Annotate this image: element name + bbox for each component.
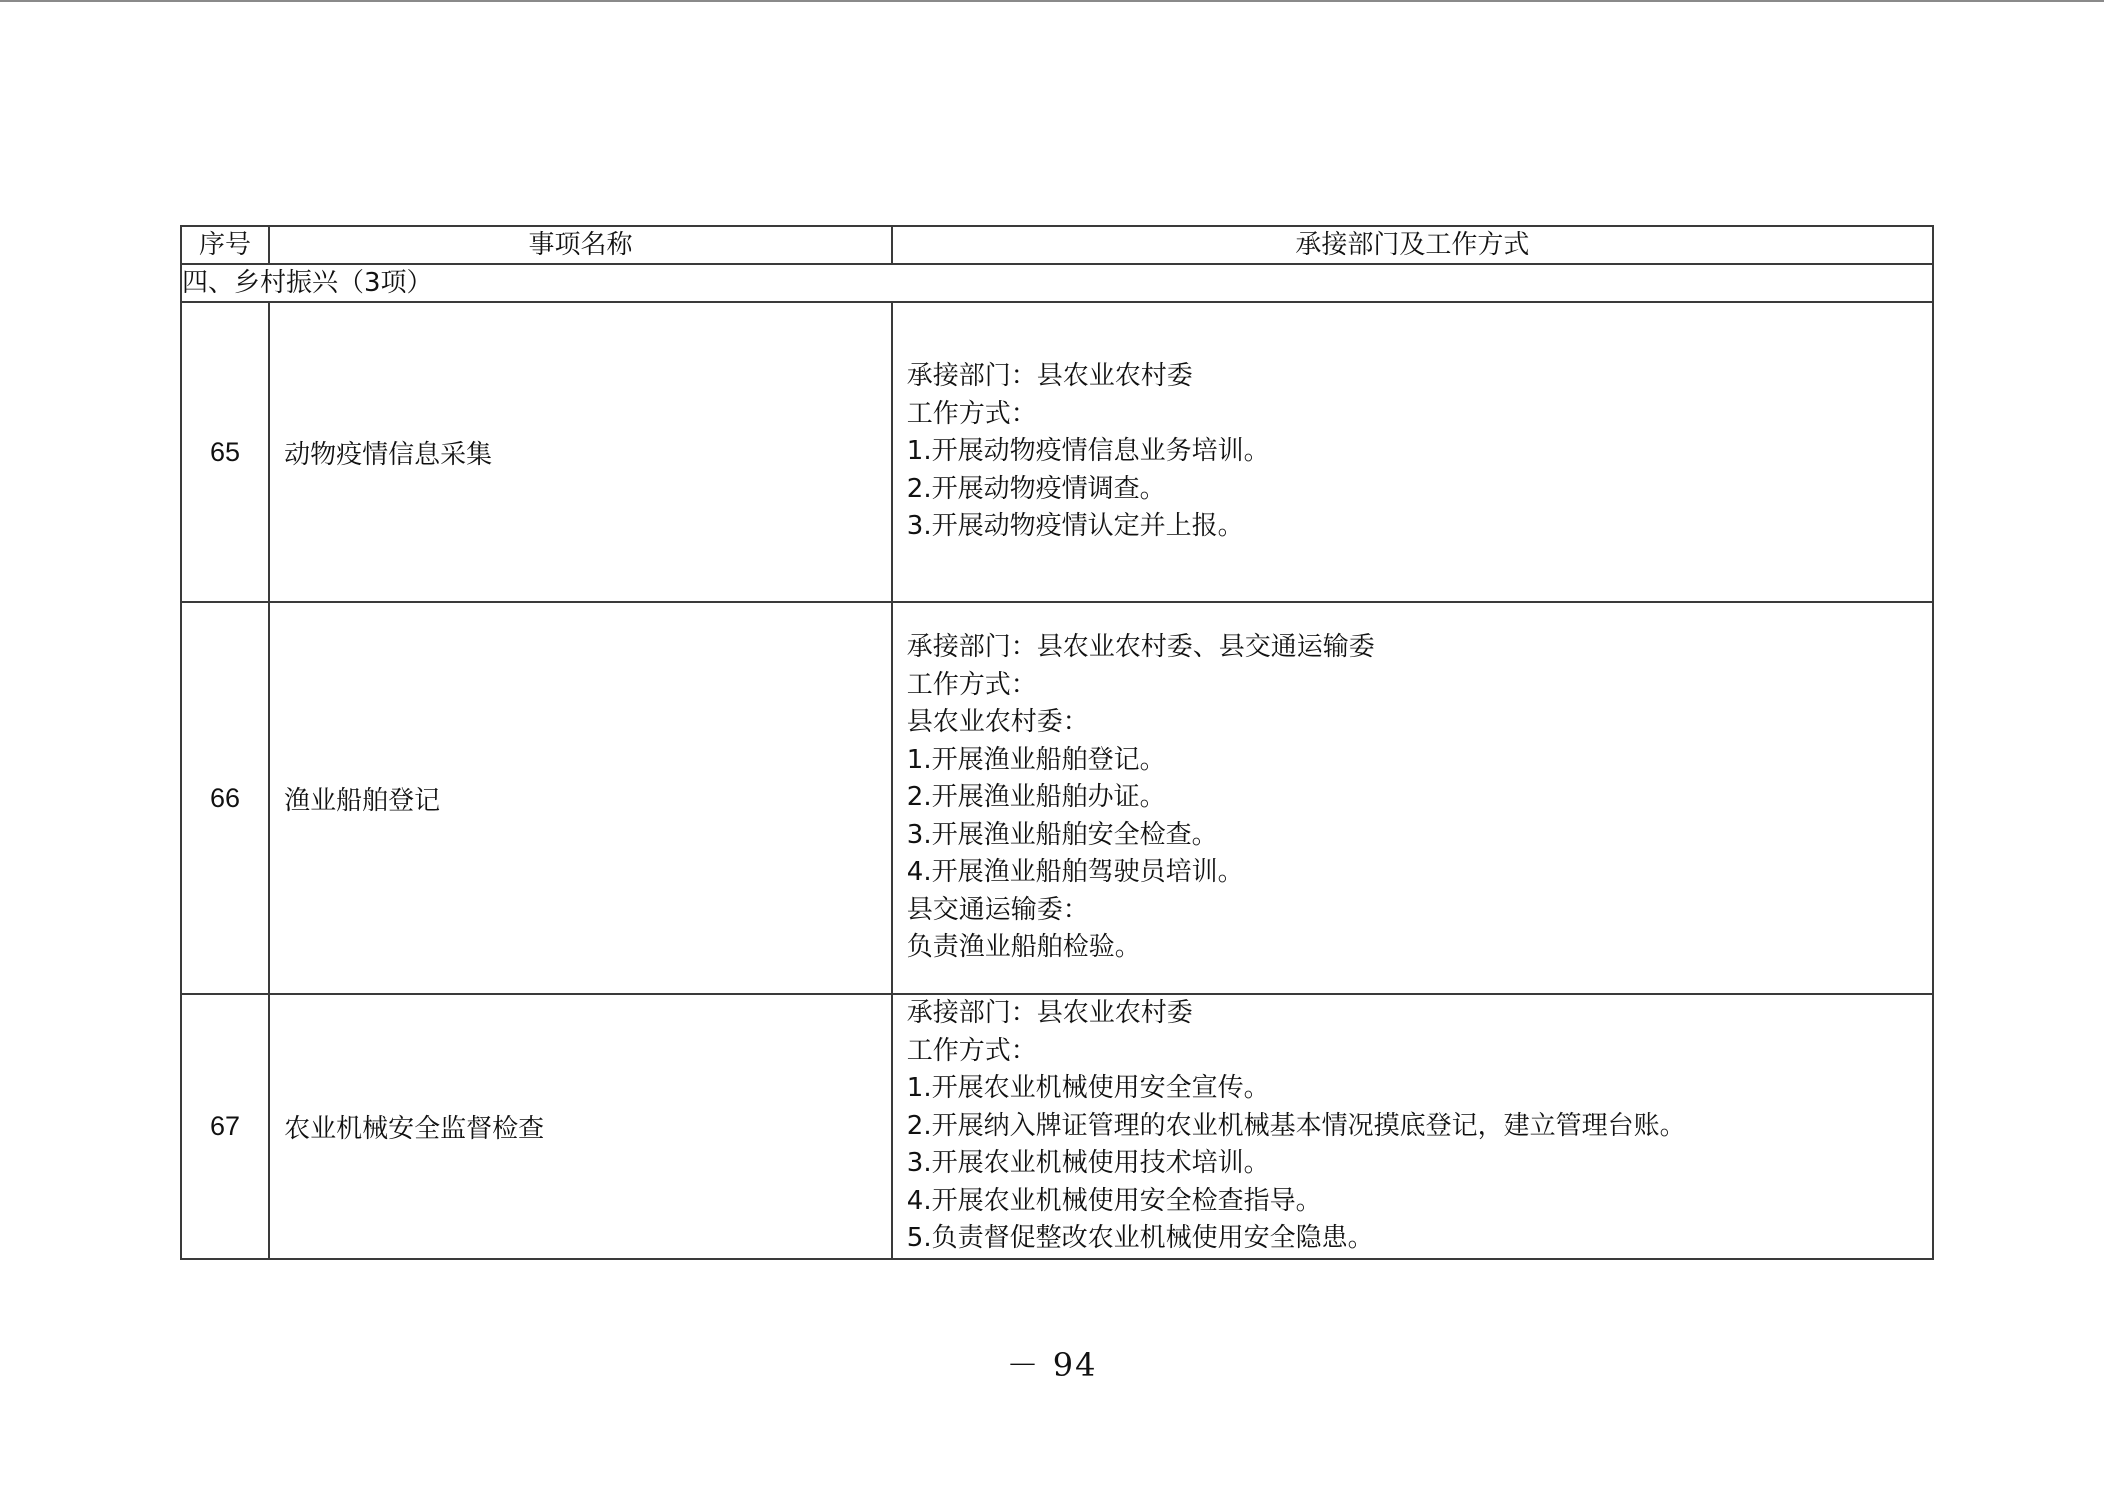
dept-line: 4.开展农业机械使用安全检查指导。 (906, 1185, 1322, 1216)
dept-line: 3.开展动物疫情认定并上报。 (906, 511, 1244, 542)
department-method-cell (892, 994, 1933, 1259)
dept-line: 工作方式： (906, 669, 1037, 700)
task-table (180, 225, 1934, 1260)
dept-line: 2.开展动物疫情调查。 (906, 473, 1166, 504)
row-number: 65 (181, 302, 269, 602)
dept-line: 3.开展农业机械使用技术培训。 (906, 1148, 1270, 1178)
dept-line: 承接部门：县农业农村委 (906, 998, 1193, 1028)
dept-line: 县农业农村委： (906, 707, 1089, 738)
section-title: 四、乡村振兴（3项） (181, 264, 1933, 302)
row-number: 66 (181, 602, 269, 994)
dept-line: 4.开展渔业船舶驾驶员培训。 (906, 857, 1244, 888)
dept-line: 2.开展渔业船舶办证。 (906, 782, 1166, 813)
dept-line: 工作方式： (906, 398, 1037, 429)
dept-line: 1.开展农业机械使用安全宣传。 (906, 1073, 1270, 1103)
dept-line: 3.开展渔业船舶安全检查。 (906, 819, 1218, 850)
table-row (181, 302, 1933, 602)
row-number: 67 (181, 994, 269, 1259)
header-serial-number: 序号 (181, 226, 269, 264)
item-name: 渔业船舶登记 (269, 602, 892, 994)
department-method-cell (892, 602, 1933, 994)
dept-line: 承接部门：县农业农村委 (906, 361, 1193, 392)
table-row (181, 994, 1933, 1259)
item-name: 农业机械安全监督检查 (269, 994, 892, 1259)
table-row (181, 602, 1933, 994)
dept-line: 负责渔业船舶检验。 (906, 932, 1141, 963)
header-item-name: 事项名称 (269, 226, 892, 264)
dept-line: 1.开展动物疫情信息业务培训。 (906, 436, 1270, 467)
page-number: － 94 (1006, 1346, 1098, 1384)
table-header-row (181, 226, 1933, 264)
item-name: 动物疫情信息采集 (269, 302, 892, 602)
dept-line: 5.负责督促整改农业机械使用安全隐患。 (906, 1223, 1374, 1253)
dept-line: 承接部门：县农业农村委、县交通运输委 (906, 632, 1375, 663)
section-row (181, 264, 1933, 302)
header-department-method: 承接部门及工作方式 (892, 226, 1933, 264)
dept-line: 工作方式： (906, 1035, 1037, 1066)
department-method-cell (892, 302, 1933, 602)
dept-line: 县交通运输委： (906, 894, 1089, 925)
dept-line: 2.开展纳入牌证管理的农业机械基本情况摸底登记，建立管理台账。 (906, 1110, 1686, 1141)
dept-line: 1.开展渔业船舶登记。 (906, 744, 1166, 775)
top-border-rule (0, 0, 2104, 2)
